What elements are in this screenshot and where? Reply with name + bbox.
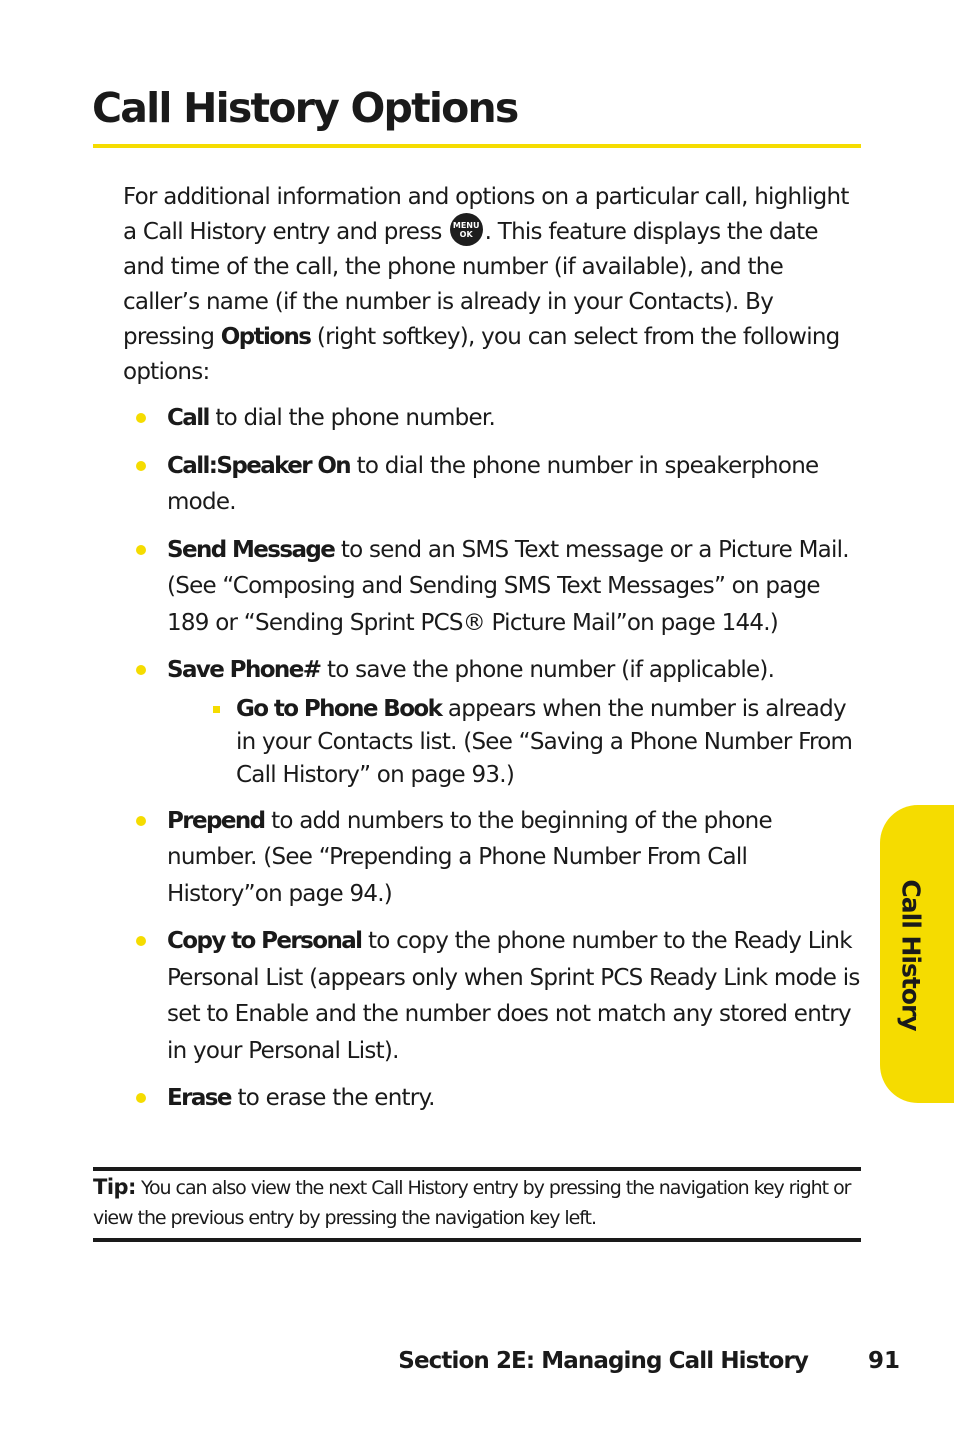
ok-key-label: OK (459, 230, 473, 239)
list-item (123, 803, 863, 913)
option-term: Call (167, 405, 209, 431)
tip-box (93, 1172, 861, 1233)
list-item (123, 652, 863, 792)
option-description: to send an SMS Text message or a Picture Mail. (See “Composing and Sending SMS Text Messages” on page 189 or “Sending Sprint PCS® Picture Mail”on page 144.) (167, 536, 849, 636)
menu-ok-key-icon (450, 213, 483, 246)
option-term: Copy to Personal (167, 928, 362, 954)
bullet-icon (136, 936, 146, 946)
page-number: 91 (868, 1348, 901, 1374)
option-term: Prepend (167, 807, 265, 834)
options-term: Options (220, 324, 311, 350)
list-item (123, 400, 863, 437)
bullet-icon (136, 1093, 146, 1103)
option-term: Save Phone# (167, 657, 321, 683)
bullet-icon (136, 545, 146, 555)
intro-text-2: . This feature displays the date and time of the call, the phone number (if available), and the caller’s name (if the number is already in your Contacts). By pressing (123, 219, 818, 350)
option-description: to save the phone number (if applicable). (326, 657, 775, 683)
side-tab-label: Call History (896, 879, 926, 1031)
option-description: to add numbers to the beginning of the phone number. (See “Prepending a Phone Number From Call History”on page 94.) (167, 807, 772, 907)
intro-paragraph (123, 180, 863, 390)
intro-text-1: For additional information and options on a particular call, highlight a Call History entry and press (123, 184, 849, 245)
square-bullet-icon (213, 706, 220, 713)
list-item (123, 448, 863, 521)
option-term: Call:Speaker On (167, 452, 351, 479)
bullet-icon (136, 665, 146, 675)
page-title: Call History Options (92, 84, 518, 132)
bullet-icon (136, 461, 146, 471)
option-description: to dial the phone number. (215, 405, 496, 431)
main-content (123, 180, 863, 1128)
tip-top-rule (93, 1167, 861, 1171)
options-list (123, 400, 863, 1117)
intro-text-3: (right softkey), you can select from the following options: (123, 324, 840, 385)
menu-key-label: MENU (452, 221, 480, 230)
list-item (123, 1080, 863, 1117)
list-item (123, 923, 863, 1069)
option-description: to dial the phone number in speakerphone mode. (167, 452, 819, 515)
option-description: to copy the phone number to the Ready Link Personal List (appears only when Sprint PCS Ready Link mode is set to Enable and the number does not match any stored entry in your Personal List). (167, 928, 860, 1064)
sub-option-term: Go to Phone Book (236, 695, 442, 722)
tip-label: Tip: (93, 1175, 136, 1199)
bullet-icon (136, 816, 146, 826)
option-term: Erase (167, 1085, 231, 1111)
option-term: Send Message (167, 536, 335, 563)
tip-text: You can also view the next Call History entry by pressing the navigation key right or view the previous entry by pressing the navigation key left. (93, 1177, 851, 1229)
option-description: to erase the entry. (237, 1085, 435, 1111)
list-item (123, 532, 863, 642)
sub-option-description: appears when the number is already in your Contacts list. (See “Saving a Phone Number From Call History” on page 93.) (236, 695, 853, 788)
sub-list-item (167, 693, 863, 792)
sub-options-list (167, 693, 863, 792)
bullet-icon (136, 413, 146, 423)
footer-section-title: Section 2E: Managing Call History (398, 1348, 808, 1374)
title-underline (93, 144, 861, 148)
tip-bottom-rule (93, 1238, 861, 1242)
